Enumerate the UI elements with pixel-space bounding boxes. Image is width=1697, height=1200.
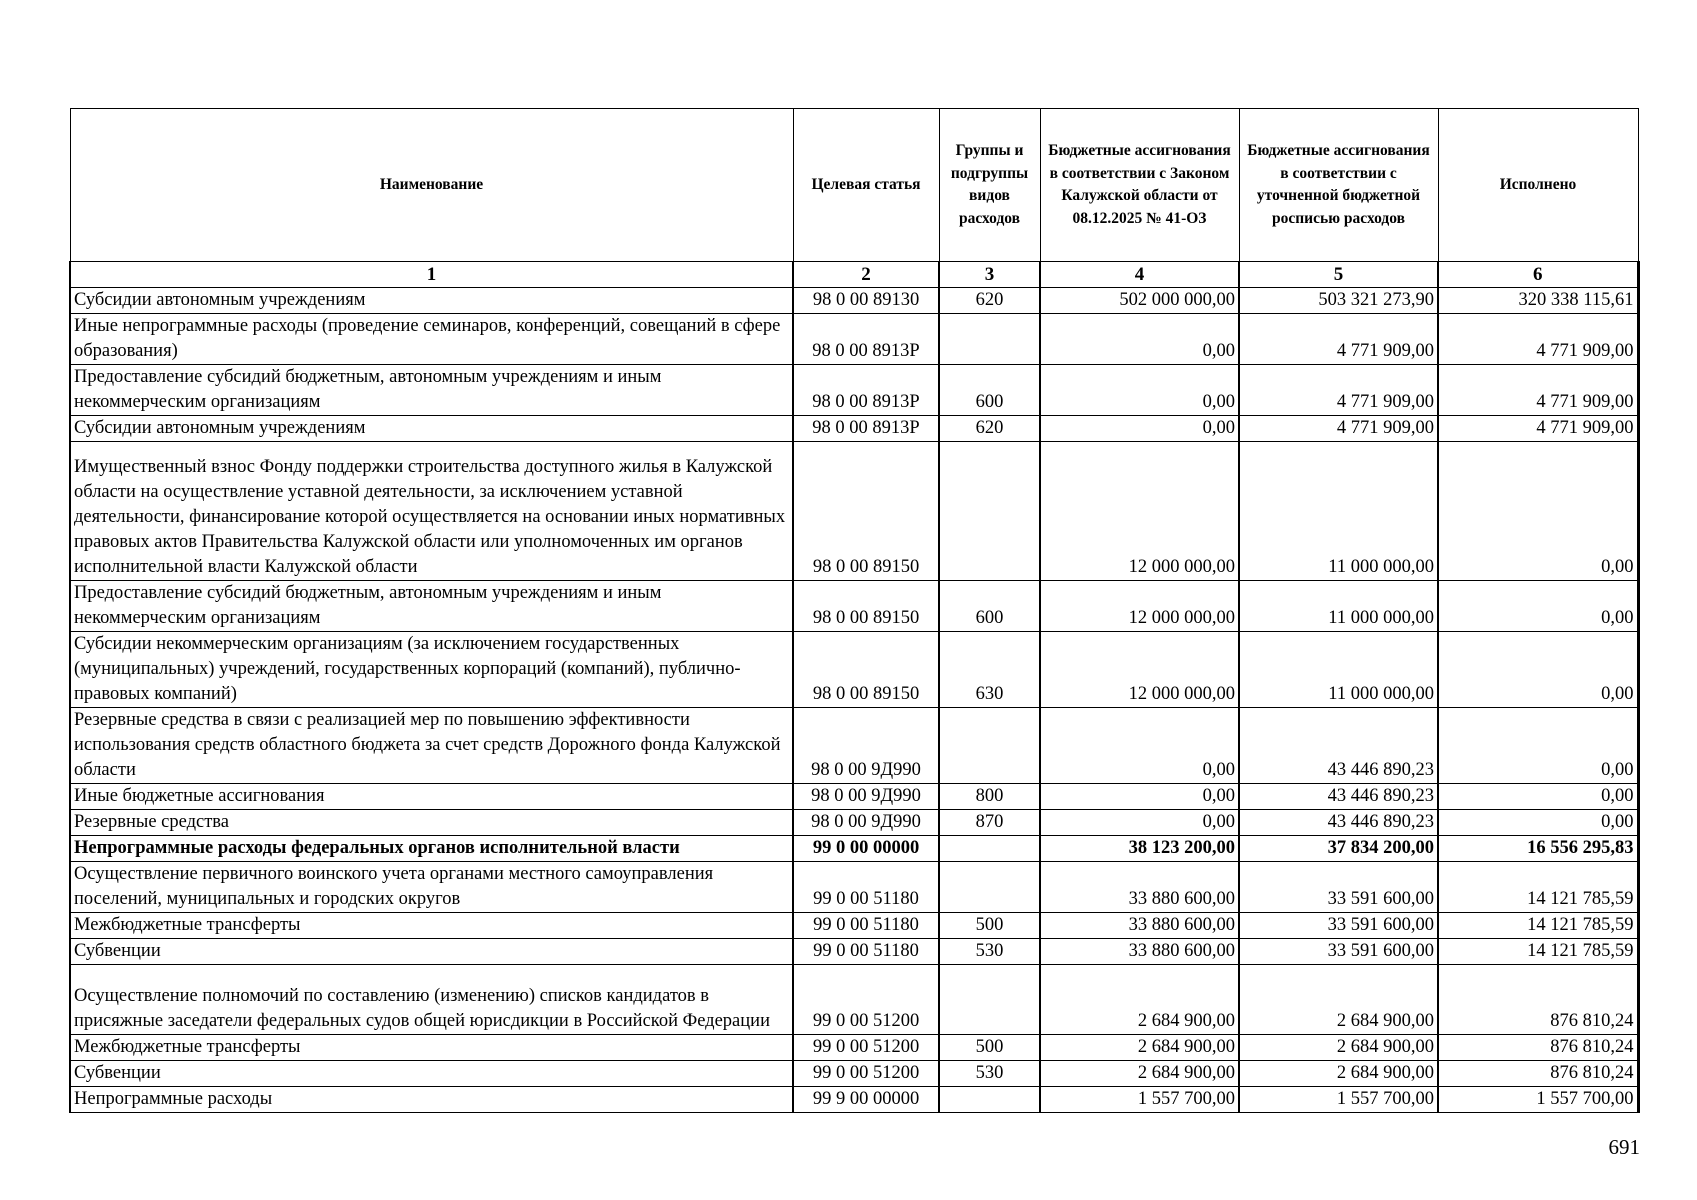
column-number: 3 [939, 262, 1040, 288]
row-target-article: 98 0 00 9Д990 [793, 708, 939, 784]
row-target-article: 99 0 00 51200 [793, 965, 939, 1035]
row-target-article: 98 0 00 8913Р [793, 365, 939, 416]
row-refined-allocation: 2 684 900,00 [1239, 1035, 1438, 1061]
table-row [70, 862, 1638, 913]
row-refined-allocation: 37 834 200,00 [1239, 836, 1438, 862]
budget-table [69, 108, 1640, 1113]
row-expense-group [939, 1087, 1040, 1113]
table-row [70, 1087, 1638, 1113]
row-target-article: 99 0 00 51200 [793, 1061, 939, 1087]
row-refined-allocation: 43 446 890,23 [1239, 810, 1438, 836]
row-law-allocation: 1 557 700,00 [1040, 1087, 1239, 1113]
page-number: 691 [1608, 1135, 1640, 1159]
row-expense-group: 600 [939, 365, 1040, 416]
row-target-article: 98 0 00 89150 [793, 632, 939, 708]
table-row [70, 708, 1638, 784]
row-refined-allocation: 4 771 909,00 [1239, 365, 1438, 416]
row-target-article: 99 9 00 00000 [793, 1087, 939, 1113]
row-target-article: 99 0 00 51180 [793, 913, 939, 939]
row-executed: 0,00 [1438, 632, 1638, 708]
row-target-article: 99 0 00 51200 [793, 1035, 939, 1061]
row-executed: 4 771 909,00 [1438, 314, 1638, 365]
row-target-article: 98 0 00 8913Р [793, 314, 939, 365]
row-executed: 876 810,24 [1438, 1061, 1638, 1087]
row-refined-allocation: 4 771 909,00 [1239, 314, 1438, 365]
row-name: Субсидии некоммерческим организациям (за исключением государственных (муниципальных) учреждений, государственных корпораций (компаний), публично-правовых компаний) [70, 632, 793, 708]
header-law-allocations: Бюджетные ассигнования в соответствии с Законом Калужской области от 08.12.2025 № 41-ОЗ [1040, 109, 1239, 262]
row-law-allocation: 33 880 600,00 [1040, 862, 1239, 913]
row-name: Межбюджетные трансферты [70, 1035, 793, 1061]
row-name: Осуществление первичного воинского учета органами местного самоуправления поселений, муниципальных и городских округов [70, 862, 793, 913]
row-name: Непрограммные расходы [70, 1087, 793, 1113]
row-target-article: 98 0 00 9Д990 [793, 784, 939, 810]
row-law-allocation: 2 684 900,00 [1040, 1035, 1239, 1061]
table-row [70, 913, 1638, 939]
row-target-article: 98 0 00 89150 [793, 581, 939, 632]
row-name: Иные непрограммные расходы (проведение семинаров, конференций, совещаний в сфере образования) [70, 314, 793, 365]
header-name: Наименование [70, 109, 793, 262]
row-name: Предоставление субсидий бюджетным, автономным учреждениям и иным некоммерческим организациям [70, 365, 793, 416]
table-row [70, 965, 1638, 1035]
row-name: Предоставление субсидий бюджетным, автономным учреждениям и иным некоммерческим организациям [70, 581, 793, 632]
table-row [70, 416, 1638, 442]
row-refined-allocation: 2 684 900,00 [1239, 965, 1438, 1035]
row-refined-allocation: 43 446 890,23 [1239, 784, 1438, 810]
row-target-article: 99 0 00 51180 [793, 862, 939, 913]
row-executed: 16 556 295,83 [1438, 836, 1638, 862]
row-expense-group [939, 965, 1040, 1035]
row-target-article: 99 0 00 00000 [793, 836, 939, 862]
row-name: Резервные средства [70, 810, 793, 836]
table-row [70, 810, 1638, 836]
row-expense-group: 620 [939, 416, 1040, 442]
header-row [70, 109, 1638, 262]
row-law-allocation: 0,00 [1040, 810, 1239, 836]
row-expense-group [939, 862, 1040, 913]
row-expense-group: 530 [939, 939, 1040, 965]
row-name: Субсидии автономным учреждениям [70, 416, 793, 442]
header-refined-allocations: Бюджетные ассигнования в соответствии с уточненной бюджетной росписью расходов [1239, 109, 1438, 262]
row-law-allocation: 0,00 [1040, 784, 1239, 810]
table-row [70, 784, 1638, 810]
column-number: 2 [793, 262, 939, 288]
row-refined-allocation: 1 557 700,00 [1239, 1087, 1438, 1113]
row-law-allocation: 0,00 [1040, 314, 1239, 365]
table-row [70, 1061, 1638, 1087]
row-expense-group [939, 314, 1040, 365]
row-executed: 0,00 [1438, 810, 1638, 836]
row-executed: 0,00 [1438, 784, 1638, 810]
row-refined-allocation: 33 591 600,00 [1239, 939, 1438, 965]
table-row [70, 836, 1638, 862]
row-name: Субвенции [70, 1061, 793, 1087]
row-name: Непрограммные расходы федеральных органов исполнительной власти [70, 836, 793, 862]
row-name: Резервные средства в связи с реализацией мер по повышению эффективности использования средств областного бюджета за счет средств Дорожного фонда Калужской области [70, 708, 793, 784]
column-number: 5 [1239, 262, 1438, 288]
table-row [70, 365, 1638, 416]
row-refined-allocation: 11 000 000,00 [1239, 632, 1438, 708]
row-expense-group [939, 836, 1040, 862]
row-target-article: 98 0 00 89130 [793, 288, 939, 314]
row-law-allocation: 12 000 000,00 [1040, 581, 1239, 632]
row-expense-group: 600 [939, 581, 1040, 632]
row-executed: 4 771 909,00 [1438, 416, 1638, 442]
row-executed: 14 121 785,59 [1438, 939, 1638, 965]
row-law-allocation: 33 880 600,00 [1040, 913, 1239, 939]
row-expense-group: 500 [939, 913, 1040, 939]
row-law-allocation: 12 000 000,00 [1040, 632, 1239, 708]
table-row [70, 288, 1638, 314]
header-expense-groups: Группы и подгруппы видов расходов [939, 109, 1040, 262]
column-number-row [70, 262, 1638, 288]
table-row [70, 1035, 1638, 1061]
row-executed: 876 810,24 [1438, 965, 1638, 1035]
table-body [70, 288, 1638, 1113]
row-target-article: 98 0 00 8913Р [793, 416, 939, 442]
row-executed: 320 338 115,61 [1438, 288, 1638, 314]
column-number: 1 [70, 262, 793, 288]
row-refined-allocation: 11 000 000,00 [1239, 442, 1438, 581]
row-name: Иные бюджетные ассигнования [70, 784, 793, 810]
table-row [70, 442, 1638, 581]
row-law-allocation: 38 123 200,00 [1040, 836, 1239, 862]
row-executed: 0,00 [1438, 442, 1638, 581]
row-executed: 14 121 785,59 [1438, 913, 1638, 939]
row-refined-allocation: 33 591 600,00 [1239, 913, 1438, 939]
row-expense-group: 620 [939, 288, 1040, 314]
header-executed: Исполнено [1438, 109, 1638, 262]
row-target-article: 99 0 00 51180 [793, 939, 939, 965]
row-expense-group: 500 [939, 1035, 1040, 1061]
row-refined-allocation: 503 321 273,90 [1239, 288, 1438, 314]
row-name: Субвенции [70, 939, 793, 965]
row-name: Субсидии автономным учреждениям [70, 288, 793, 314]
row-name: Имущественный взнос Фонду поддержки строительства доступного жилья в Калужской области на осуществление уставной деятельности, за исключением уставной деятельности, финансирование которой осуществляется на основании иных нормативных правовых актов Правительства Калужской области или уполномоченных им органов исполнительной власти Калужской области [70, 442, 793, 581]
row-name: Осуществление полномочий по составлению (изменению) списков кандидатов в присяжные заседатели федеральных судов общей юрисдикции в Российской Федерации [70, 965, 793, 1035]
row-expense-group: 800 [939, 784, 1040, 810]
row-law-allocation: 502 000 000,00 [1040, 288, 1239, 314]
row-law-allocation: 0,00 [1040, 708, 1239, 784]
row-executed: 14 121 785,59 [1438, 862, 1638, 913]
row-law-allocation: 0,00 [1040, 416, 1239, 442]
table-row [70, 581, 1638, 632]
row-executed: 0,00 [1438, 708, 1638, 784]
header-target-article: Целевая статья [793, 109, 939, 262]
table-row [70, 939, 1638, 965]
row-law-allocation: 2 684 900,00 [1040, 965, 1239, 1035]
row-refined-allocation: 2 684 900,00 [1239, 1061, 1438, 1087]
row-law-allocation: 33 880 600,00 [1040, 939, 1239, 965]
table-row [70, 314, 1638, 365]
row-expense-group: 870 [939, 810, 1040, 836]
row-executed: 1 557 700,00 [1438, 1087, 1638, 1113]
row-law-allocation: 12 000 000,00 [1040, 442, 1239, 581]
row-refined-allocation: 43 446 890,23 [1239, 708, 1438, 784]
row-expense-group [939, 442, 1040, 581]
row-refined-allocation: 4 771 909,00 [1239, 416, 1438, 442]
row-name: Межбюджетные трансферты [70, 913, 793, 939]
row-law-allocation: 0,00 [1040, 365, 1239, 416]
row-expense-group: 530 [939, 1061, 1040, 1087]
row-law-allocation: 2 684 900,00 [1040, 1061, 1239, 1087]
row-refined-allocation: 33 591 600,00 [1239, 862, 1438, 913]
row-expense-group [939, 708, 1040, 784]
row-executed: 4 771 909,00 [1438, 365, 1638, 416]
row-target-article: 98 0 00 9Д990 [793, 810, 939, 836]
table-row [70, 632, 1638, 708]
row-executed: 876 810,24 [1438, 1035, 1638, 1061]
row-refined-allocation: 11 000 000,00 [1239, 581, 1438, 632]
row-expense-group: 630 [939, 632, 1040, 708]
row-executed: 0,00 [1438, 581, 1638, 632]
row-target-article: 98 0 00 89150 [793, 442, 939, 581]
column-number: 6 [1438, 262, 1638, 288]
column-number: 4 [1040, 262, 1239, 288]
